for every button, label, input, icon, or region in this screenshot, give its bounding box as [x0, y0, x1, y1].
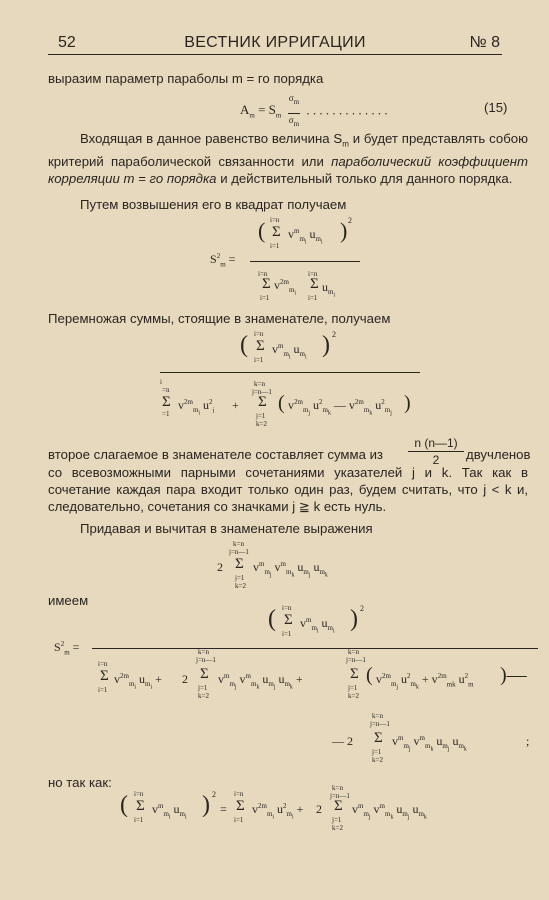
paragraph-intro: выразим параметр параболы m = го порядка [48, 71, 324, 86]
issue-number: № 8 [469, 34, 500, 51]
equation-15-label: (15) [484, 100, 508, 115]
page-header [50, 34, 500, 54]
emphasized-term: параболический коэффициент корреляции m = го порядка [48, 153, 528, 186]
journal-title: ВЕСТНИК ИРРИГАЦИИ [184, 34, 366, 51]
document-page: 52 ВЕСТНИК ИРРИГАЦИИ № 8 выразим параметр параболы m = го порядка $A_m = S_m$ $\sigma_m$ $\sigma_m$ . . . . . . . . . . . . . (15) Входящая в данное равенство величина $S_m$ и будет представлять собою критерий параболической связанности или параболический коэффициент корреляции m = го порядка и действительный только для данного порядка. Путем возвышения его в квадрат получаем ( i=n Σ i=1 $v^m_{m_i}$ $u_{m_i}$ ) 2 $S^2_m$ = i=n Σ i=1 $v^{2m}_{m_i}$ i=n Σ i=1 $u_{m_i}$ Перемножая суммы, стоящие в знаменателе, получаем ( i=n Σ i=1 $v^m_{m_i}$ $u_{m_i}$ ) 2 i =n Σ =1 $v^{2m}_{m_i}$ $u^2_i$ + k=n j=n—1 Σ j=1 k=2 ( $v^{2m}_{m_j}$ $u^2_{m_k}$ — $v^{2m}_{m_k}$ $u^2_{m_j}$ ) второе слагаемое в знаменателе составляет сумма из n (n—1) 2 двучленов со всевозможными парными сочетаниями указателей j и k. Так как в сочетание каждая пара входит только один раз, будем считать, что j < k и, следовательно, сочетания со значками j ≧ k есть нуль. Придавая и вычитая в знаменателе выражения k=n j=n—1 2 Σ j=1 k=2 $v^m_{m_j}$ $v^m_{m_k}$ $u_{m_j}$ $u_{m_k}$ имеем ( i=n Σ i=1 $v^m_{m_i}$ $u_{m_i}$ ) 2 $S^2_m$ = i=n Σ i=1 $v^{2m}_{m_i}$ $u_{m_i}$ + 2 k=n j=n—1 Σ j=1 k=2 $v^m_{m_j}$ $v^m_{m_k}$ $u_{m_j}$ $u_{m_k}$ + k=n j=n—1 Σ j=1 k=2 ( $v^{2m}_{m_j}$ $u^2_{m_k} + v^{2m}_{mk}$ $u^2_m$ )— k=n j=n—1 — 2 Σ j=1 k=2 $v^m_{m_j}$ $v^m_{m_k}$ $u_{m_j}$ $u_{m_k}$ ; но так как: ( i=n Σ i=1 $v^m_{m_i}$ $u_{m_i}$ ) 2 = i=n Σ i=1 $v^{2m}_{m_i}$ $u^2_{m_i}$ + 2 k=n j=n—1 Σ j=1 k=2 $v^m_{m_j}$ $v^m_{m_k}$ $u_{m_j}$ $u_{m_k}$ [0, 0, 549, 900]
fraction-pairs: n (n—1) 2 [408, 436, 464, 467]
equation-final: ( i=n Σ i=1 $v^m_{m_i}$ $u_{m_i}$ ) 2 $S^2_m$ = i=n Σ i=1 $v^{2m}_{m_i}$ $u_{m_i}$ + 2 k=n j=n—1 Σ j=1 k=2 $v^m_{m_j}$ $v^m_{m_k}$ $u_{m_j}$ $u_{m_k}$ + k=n j=n—1 Σ j=1 k=2 ( $v^{2m}_{m_j}$ $u^2_{m_k} + v^{2m}_{mk}$ $u^2_m$ )— k=n j=n—1 — 2 Σ j=1 k=2 $v^m_{m_j}$ $v^m_{m_k}$ $u_{m_j}$ $u_{m_k}$ ; [48, 604, 538, 764]
fraction-bar-2 [160, 372, 420, 373]
paragraph-second-term: второе слагаемое в знаменателе составляет сумма из [48, 447, 383, 462]
paragraph-second-term-end: двучленов [466, 447, 531, 462]
equation-15: $A_m = S_m$ $\sigma_m$ $\sigma_m$ . . . . . . . . . . . . . [240, 93, 388, 128]
paragraph-square: Путем возвышения его в квадрат получаем [80, 197, 347, 212]
paragraph-combinations: со всевозможными парными сочетаниями указателей j и k. Так как в сочетание каждая пара входит только один раз, будем считать, что j < k и, следовательно, сочетания со значками j ≧ k есть нуль. [48, 465, 528, 514]
paragraph-but-since: но так как: [48, 775, 112, 790]
paragraph-add-subtract: Придавая и вычитая в знаменателе выражения [80, 521, 373, 536]
page-number: 52 [58, 34, 76, 51]
paragraph-have: имеем [48, 593, 89, 608]
paragraph-criterion: Входящая в данное равенство величина $S_m$ и будет представлять собою критерий параболической связанности или параболический коэффициент корреляции m = го порядка и действительный только для данного порядка. [48, 131, 528, 186]
equation-identity: ( i=n Σ i=1 $v^m_{m_i}$ $u_{m_i}$ ) 2 = i=n Σ i=1 $v^{2m}_{m_i}$ $u^2_{m_i}$ + 2 k=n j=n—1 Σ j=1 k=2 $v^m_{m_j}$ $v^m_{m_k}$ $u_{m_j}$ $u_{m_k}$ [120, 784, 427, 832]
header-rule [48, 54, 502, 55]
paragraph-multiply: Перемножая суммы, стоящие в знаменателе, получаем [48, 311, 391, 326]
